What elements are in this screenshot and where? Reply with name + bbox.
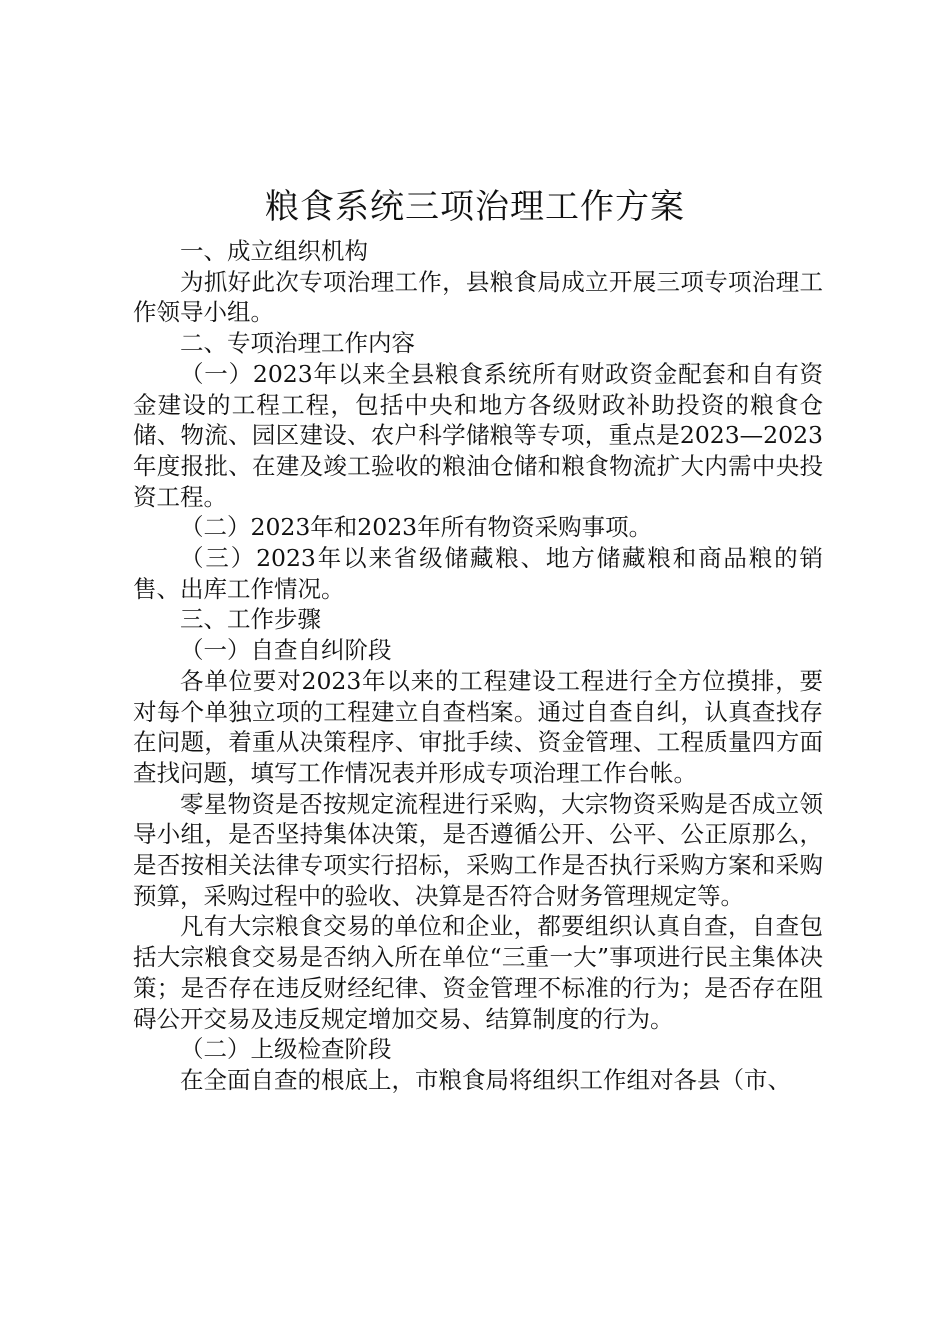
paragraph-organization: 为抓好此次专项治理工作，县粮食局成立开展三项专项治理工作领导小组。 [133,267,823,327]
paragraph-superior-inspection: 在全面自查的根底上，市粮食局将组织工作组对各县（市、 [180,1065,791,1094]
document-body [133,236,823,1096]
paragraph-content-item-2: （二）2023年和2023年所有物资采购事项。 [180,513,653,542]
paragraph-self-check-procurement: 零星物资是否按规定流程进行采购，大宗物资采购是否成立领导小组，是否坚持集体决策，是否遵循公开、公平、公正原那么，是否按相关法律专项实行招标，采购工作是否执行采购方案和采购预算，采购过程中的验收、决算是否符合财务管理规定等。 [133,789,823,910]
paragraph-self-check-projects: 各单位要对2023年以来的工程建设工程进行全方位摸排，要对每个单独立项的工程建立自查档案。通过自查自纠，认真查找存在问题，着重从决策程序、审批手续、资金管理、工程质量四方面查找问题，填写工作情况表并形成专项治理工作台帐。 [133,666,823,787]
document-title: 粮食系统三项治理工作方案 [265,187,685,227]
section-heading-steps: 三、工作步骤 [180,605,321,634]
subheading-self-check: （一）自查自纠阶段 [180,636,392,665]
section-heading-organization: 一、成立组织机构 [180,237,368,265]
paragraph-self-check-grain-trading: 凡有大宗粮食交易的单位和企业，都要组织认真自查，自查包括大宗粮食交易是否纳入所在单位“三重一大”事项进行民主集体决策；是否存在违反财经纪律、资金管理不标准的行为；是否存在阻碍公开交易及违反规定增加交易、结算制度的行为。 [133,912,823,1033]
subheading-superior-inspection: （二）上级检查阶段 [180,1035,392,1064]
paragraph-content-item-3: （三）2023年以来省级储藏粮、地方储藏粮和商品粮的销售、出库工作情况。 [133,544,823,603]
paragraph-content-item-1: （一）2023年以来全县粮食系统所有财政资金配套和自有资金建设的工程工程，包括中央和地方各级财政补助投资的粮食仓储、物流、园区建设、农户科学储粮等专项，重点是2023—2023年度报批、在建及竣工验收的粮油仓储和粮食物流扩大内需中央投资工程。 [133,359,823,511]
section-heading-content: 二、专项治理工作内容 [180,329,415,358]
